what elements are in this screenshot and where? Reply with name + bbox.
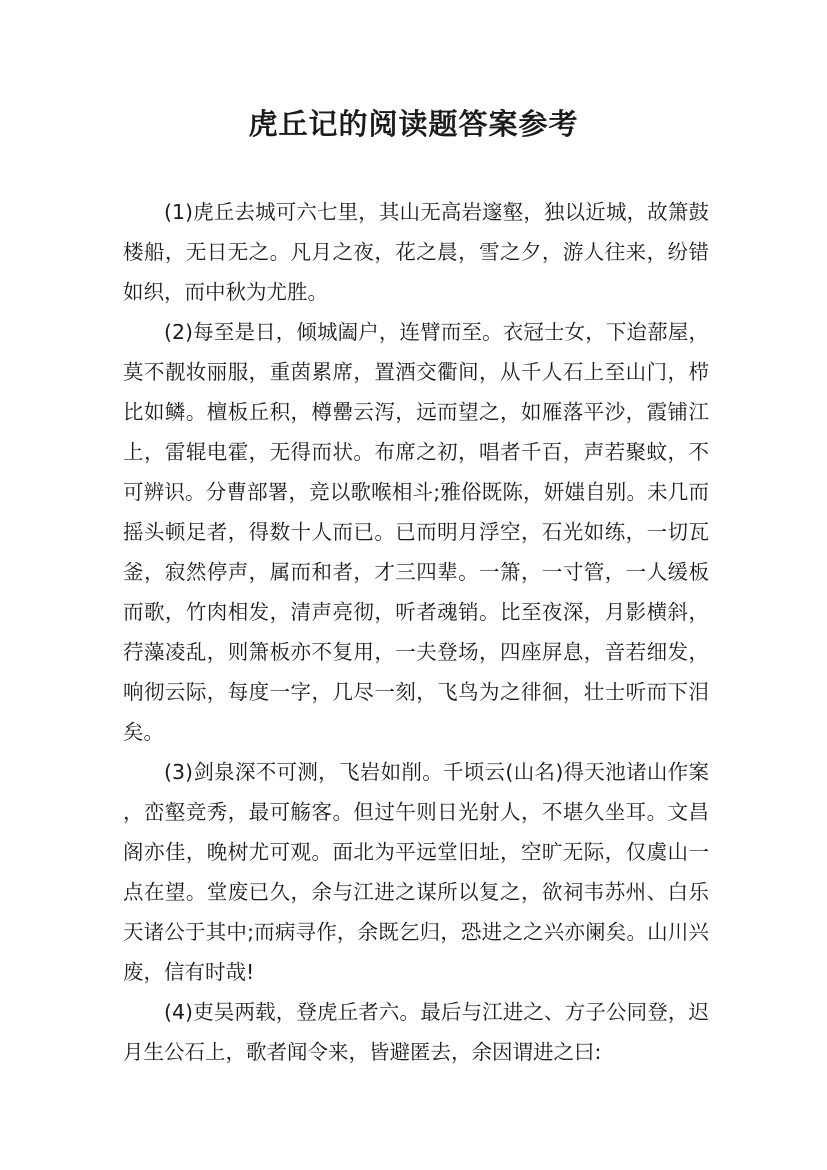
paragraph-2: (2)每至是日，倾城阖户，连臂而至。衣冠士女，下迨蔀屋，莫不靓妆丽服，重茵累席，置酒交衢间，从千人石上至山门，栉比如鳞。檀板丘积，樽罍云泻，远而望之，如雁落平沙，霞铺江上，雷辊电霍，无得而状。布席之初，唱者千百，声若聚蚊，不可辨识。分曹部署，竞以歌喉相斗;雅俗既陈，妍媸自别。未几而摇头顿足者，得数十人而已。已而明月浮空，石光如练，一切瓦釜，寂然停声，属而和者，才三四辈。一箫，一寸管，一人缓板而歌，竹肉相发，清声亮彻，听者魂销。比至夜深，月影横斜，荇藻凌乱，则箫板亦不复用，一夫登场，四座屏息，音若细发，响彻云际，每度一字，几尽一刻，飞鸟为之徘徊，壮士听而下泪矣。 — [123, 320, 709, 744]
paragraph-1: (1)虎丘去城可六七里，其山无高岩邃壑，独以近城，故箫鼓楼船，无日无之。凡月之夜，花之晨，雪之夕，游人往来，纷错如织，而中秋为尤胜。 — [123, 200, 709, 304]
document-body — [123, 192, 709, 1072]
paragraph-3: (3)剑泉深不可测，飞岩如削。千顷云(山名)得天池诸山作案，峦壑竞秀，最可觞客。但过午则日光射人，不堪久坐耳。文昌阁亦佳，晚树尤可观。面北为平远堂旧址，空旷无际，仅虞山一点在望。堂废已久，余与江进之谋所以复之，欲祠韦苏州、白乐天诸公于其中;而病寻作，余既乞归，恐进之之兴亦阑矣。山川兴废，信有时哉! — [123, 760, 709, 984]
paragraph-4: (4)吏吴两载，登虎丘者六。最后与江进之、方子公同登，迟月生公石上，歌者闻令来，皆避匿去，余因谓进之曰: — [123, 1000, 709, 1064]
document-title: 虎丘记的阅读题答案参考 — [248, 107, 579, 141]
